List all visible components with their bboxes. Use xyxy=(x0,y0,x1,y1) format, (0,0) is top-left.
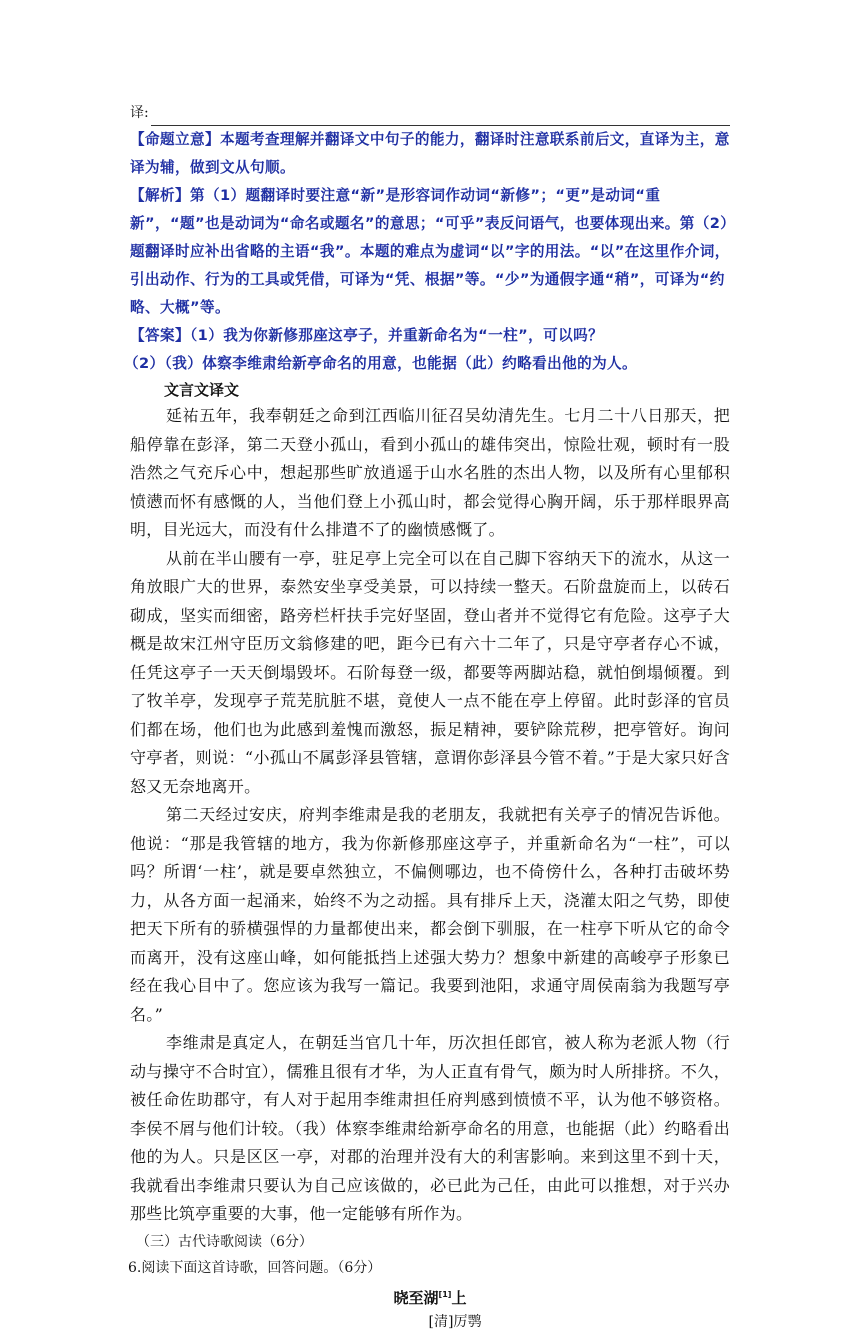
answer-paragraph xyxy=(130,322,730,350)
intent-text: 本题考查理解并翻译文中句子的能力，翻译时注意联系前后文，直译为主，意译为辅，做到文从句顺。 xyxy=(130,131,730,176)
translation-title: 文言文译文 xyxy=(164,381,240,399)
answer-line-1: （1）我为你新修那座这亭子，并重新命名为“一柱”，可以吗？ xyxy=(189,327,604,344)
translation-paragraph-2: 从前在半山腰有一亭，驻足亭上完全可以在自己脚下容纳天下的流水，从这一角放眼广大的世界，泰然安坐享受美景，可以持续一整天。石阶盘旋而上，以砖石砌成，坚实而细密，路旁栏杆扶手完好坚固，登山者并不觉得它有危险。这亭子大概是故宋江州守臣历文翁修建的吧，距今已有六十二年了，只是守亭者存心不诚，任凭这亭子一天天倒塌毁坏。石阶每登一级，都要等两脚站稳，就怕倒塌倾覆。到了牧羊亭，发现亭子荒芜肮脏不堪，竟使人一点不能在亭上停留。此时彭泽的官员们都在场，他们也为此感到羞愧而激怒，振足精神，要铲除荒秽，把亭管好。询问守亭者，则说：“小孤山不属彭泽县管辖，意谓你彭泽县今管不着。”于是大家只好含怒又无奈地离开。 xyxy=(130,548,730,796)
translation-paragraph-3: 第二天经过安庆，府判李维肃是我的老朋友，我就把有关亭子的情况告诉他。他说：“那是我管辖的地方，我为你新修那座这亭子，并重新命名为“一柱”，可以吗？所谓‘一柱’，就是要卓然独立，不偏侧哪边，也不倚傍什么，各种打击破坏势力，从各方面一起涌来，始终不为之动摇。具有排斥上天，浇灌太阳之气势，即使把天下所有的骄横强悍的力量都使出来，都会倒下驯服，在一柱亭下听从它的命令而离开，没有这座山峰，如何能抵挡上述强大势力？想象中新建的高峻亭子形象已经在我心目中了。您应该为我写一篇记。我要到池阳，求通守周侯南翁为我题写亭名。” xyxy=(130,805,730,1024)
question-6: 6.阅读下面这首诗歌，回答问题。（6分） xyxy=(128,1259,382,1276)
translation-paragraph-1: 延祐五年，我奉朝廷之命到江西临川征召吴幼清先生。七月二十八日那天，把船停靠在彭泽，第二天登小孤山，看到小孤山的雄伟突出，惊险壮观，顿时有一股浩然之气充斥心中，想起那些旷放逍遥于山水名胜的杰出人物，以及所有心里郁积愤懑而怀有感慨的人，当他们登上小孤山时，都会觉得心胸开阔，乐于那样眼界高明，目光远大，而没有什么排遣不了的幽愤感慨了。 xyxy=(130,406,730,539)
answer-line-2: （2）（我）体察李维肃给新亭命名的用意，也能据（此）约略看出他的为人。 xyxy=(124,355,638,372)
poem-title xyxy=(130,1283,730,1310)
analysis-text: 第（1）题翻译时要注意“新”是形容词作动词“新修”；“更”是动词“重新”，“题”也是动词为“命名或题名”的意思；“可乎”表反问语气，也要体现出来。第（2）题翻译时应补出省略的主语“我”。本题的难点为虚词“以”字的用法。“以”在这里作介词，引出动作、行为的工具或凭借，可译为“凭、根据”等。“少”为通假字通“稍”，可译为“约略、大概”等。 xyxy=(130,187,730,316)
answer-label: 【答案】 xyxy=(130,327,190,344)
poem-author: [清]厉鹗 xyxy=(428,1313,482,1330)
intent-paragraph xyxy=(130,126,730,182)
answer-blank-rule[interactable] xyxy=(151,111,730,126)
analysis-label: 【解析】 xyxy=(130,187,190,204)
poem-title-note: [1] xyxy=(438,1289,452,1299)
analysis-paragraph xyxy=(130,182,730,322)
intent-label: 【命题立意】 xyxy=(130,131,220,148)
translate-label: 译: xyxy=(130,105,149,121)
poem-title-end: 上 xyxy=(451,1288,467,1307)
section-heading-poetry: （三）古代诗歌阅读（6分） xyxy=(136,1233,313,1250)
translate-answer-line xyxy=(130,100,730,126)
translation-paragraph-4: 李维肃是真定人，在朝廷当官几十年，历次担任郎官，被人称为老派人物（行动与操守不合时宜），儒雅且很有才华，为人正直有骨气，颇为时人所排挤。不久，被任命佐助郡守，有人对于起用李维肃担任府判感到愤愤不平，认为他不够资格。李侯不屑与他们计较。（我）体察李维肃给新亭命名的用意，也能据（此）约略看出他的为人。只是区区一亭，对郡的治理并没有大的利害影响。来到这里不到十天，我就看出李维肃只要认为自己应该做的，必已此为己任，由此可以推想，对于兴办那些比筑亭重要的大事，他一定能够有所作为。 xyxy=(130,1033,730,1223)
poem-title-text: 晓至湖 xyxy=(393,1288,439,1307)
document-page xyxy=(124,100,730,1334)
